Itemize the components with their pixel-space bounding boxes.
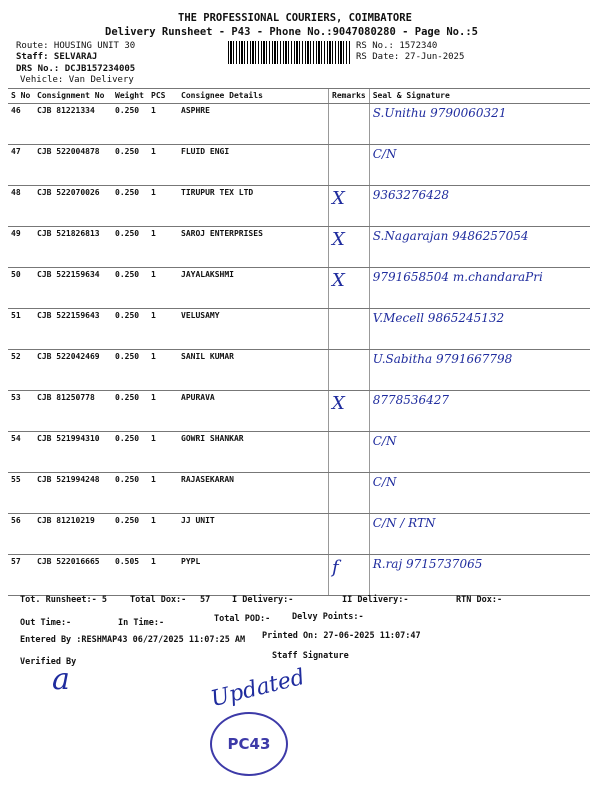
table-row [8,186,590,227]
row-remark: X [329,227,370,268]
company-title: THE PROFESSIONAL COURIERS, COIMBATORE [178,12,412,24]
total-pod: Total POD:- [214,614,271,624]
row-consignee: JAYALAKSHMI [178,268,329,309]
rs-number: RS No.: 1572340 [356,41,438,51]
table-row [8,104,590,145]
row-sno: 51 [8,309,34,350]
row-seal-signature: S.Unithu 9790060321 [369,104,590,145]
row-consignee: JJ UNIT [178,514,329,555]
out-time: Out Time:- [20,618,72,628]
row-consignee: GOWRI SHANKAR [178,432,329,473]
row-sno: 46 [8,104,34,145]
row-consignee: ASPHRE [178,104,329,145]
vehicle-text: Vehicle: Van Delivery [20,75,134,85]
runsheet-subtitle: Delivery Runsheet - P43 - Phone No.:9047080280 - Page No.:5 [105,26,478,38]
col-sno: S No [8,89,34,104]
row-remark [329,350,370,391]
row-sno: 49 [8,227,34,268]
row-consignment-no: CJB 521826813 [34,227,112,268]
table-row [8,432,590,473]
route-text: Route: HOUSING UNIT 30 [16,41,136,51]
row-pcs: 1 [148,473,178,514]
row-remark [329,104,370,145]
row-remark [329,432,370,473]
row-pcs: 1 [148,268,178,309]
row-weight: 0.250 [112,145,148,186]
table-row [8,309,590,350]
row-consignee: VELUSAMY [178,309,329,350]
table-row [8,145,590,186]
row-consignment-no: CJB 521994310 [34,432,112,473]
verified-by: Verified By [20,657,77,667]
table-header-row [8,89,590,104]
in-time: In Time:- [118,618,165,628]
row-consignment-no: CJB 81221334 [34,104,112,145]
drs-number: DRS No.: DCJB157234005 [16,64,136,74]
row-sno: 50 [8,268,34,309]
total-dox-label: Total Dox:- [130,595,187,605]
row-sno: 56 [8,514,34,555]
row-pcs: 1 [148,555,178,596]
row-consignment-no: CJB 522159643 [34,309,112,350]
row-seal-signature: U.Sabitha 9791667798 [369,350,590,391]
row-sno: 57 [8,555,34,596]
row-consignment-no: CJB 522159634 [34,268,112,309]
row-pcs: 1 [148,391,178,432]
row-remark: X [329,268,370,309]
staff-signature-label: Staff Signature [272,651,349,661]
row-weight: 0.505 [112,555,148,596]
staff-text: Staff: SELVARAJ [16,52,98,62]
row-consignment-no: CJB 81210219 [34,514,112,555]
row-seal-signature: S.Nagarajan 9486257054 [369,227,590,268]
row-weight: 0.250 [112,227,148,268]
row-remark: f [329,555,370,596]
row-pcs: 1 [148,309,178,350]
staff-handwritten-signature: Updated [208,664,308,713]
row-seal-signature: C/N [369,432,590,473]
row-consignment-no: CJB 522042469 [34,350,112,391]
row-weight: 0.250 [112,432,148,473]
row-seal-signature: C/N [369,145,590,186]
row-seal-signature: C/N [369,473,590,514]
table-row [8,268,590,309]
row-remark: X [329,391,370,432]
row-consignee: TIRUPUR TEX LTD [178,186,329,227]
ii-delivery: II Delivery:- [342,595,409,605]
row-seal-signature: 8778536427 [369,391,590,432]
row-seal-signature: R.raj 9715737065 [369,555,590,596]
table-row [8,227,590,268]
pc43-stamp [210,712,288,776]
verifier-signature: a [52,662,70,697]
row-pcs: 1 [148,227,178,268]
col-pcs: PCS [148,89,178,104]
row-consignee: SAROJ ENTERPRISES [178,227,329,268]
table-row [8,555,590,596]
table-row [8,514,590,555]
row-sno: 53 [8,391,34,432]
row-weight: 0.250 [112,391,148,432]
row-consignment-no: CJB 522004878 [34,145,112,186]
row-consignment-no: CJB 522070026 [34,186,112,227]
row-weight: 0.250 [112,186,148,227]
row-consignee: SANIL KUMAR [178,350,329,391]
row-weight: 0.250 [112,309,148,350]
col-weight: Weight [112,89,148,104]
stamp-text: PC43 [227,735,271,753]
row-consignee: PYPL [178,555,329,596]
col-seal-signature: Seal & Signature [369,89,590,104]
row-consignment-no: CJB 81250778 [34,391,112,432]
row-consignee: FLUID ENGI [178,145,329,186]
row-remark [329,473,370,514]
row-weight: 0.250 [112,104,148,145]
table-row [8,350,590,391]
row-remark [329,145,370,186]
printed-on: Printed On: 27-06-2025 11:07:47 [262,631,421,641]
row-seal-signature: 9791658504 m.chandaraPri [369,268,590,309]
col-consignment: Consignment No [34,89,112,104]
row-pcs: 1 [148,104,178,145]
row-remark [329,514,370,555]
row-pcs: 1 [148,186,178,227]
row-remark [329,309,370,350]
row-sno: 54 [8,432,34,473]
row-pcs: 1 [148,145,178,186]
row-weight: 0.250 [112,473,148,514]
runsheet-table [8,88,590,596]
rs-date: RS Date: 27-Jun-2025 [356,52,465,62]
row-weight: 0.250 [112,514,148,555]
row-sno: 47 [8,145,34,186]
entered-by: Entered By :RESHMAP43 06/27/2025 11:07:25 AM [20,635,246,645]
col-remarks: Remarks [329,89,370,104]
row-consignee: RAJASEKARAN [178,473,329,514]
barcode-icon [228,41,350,64]
row-sno: 55 [8,473,34,514]
row-consignee: APURAVA [178,391,329,432]
i-delivery: I Delivery:- [232,595,294,605]
table-row [8,473,590,514]
row-seal-signature: V.Mecell 9865245132 [369,309,590,350]
col-consignee: Consignee Details [178,89,329,104]
tot-runsheet: Tot. Runsheet:- 5 [20,595,107,605]
row-sno: 48 [8,186,34,227]
row-weight: 0.250 [112,268,148,309]
total-dox-value: 57 [200,595,211,605]
row-remark: X [329,186,370,227]
rtn-dox: RTN Dox:- [456,595,503,605]
row-pcs: 1 [148,432,178,473]
row-weight: 0.250 [112,350,148,391]
row-pcs: 1 [148,514,178,555]
row-sno: 52 [8,350,34,391]
row-consignment-no: CJB 521994248 [34,473,112,514]
row-consignment-no: CJB 522016665 [34,555,112,596]
table-row [8,391,590,432]
row-seal-signature: C/N / RTN [369,514,590,555]
row-pcs: 1 [148,350,178,391]
delvy-points: Delvy Points:- [292,612,364,622]
row-seal-signature: 9363276428 [369,186,590,227]
